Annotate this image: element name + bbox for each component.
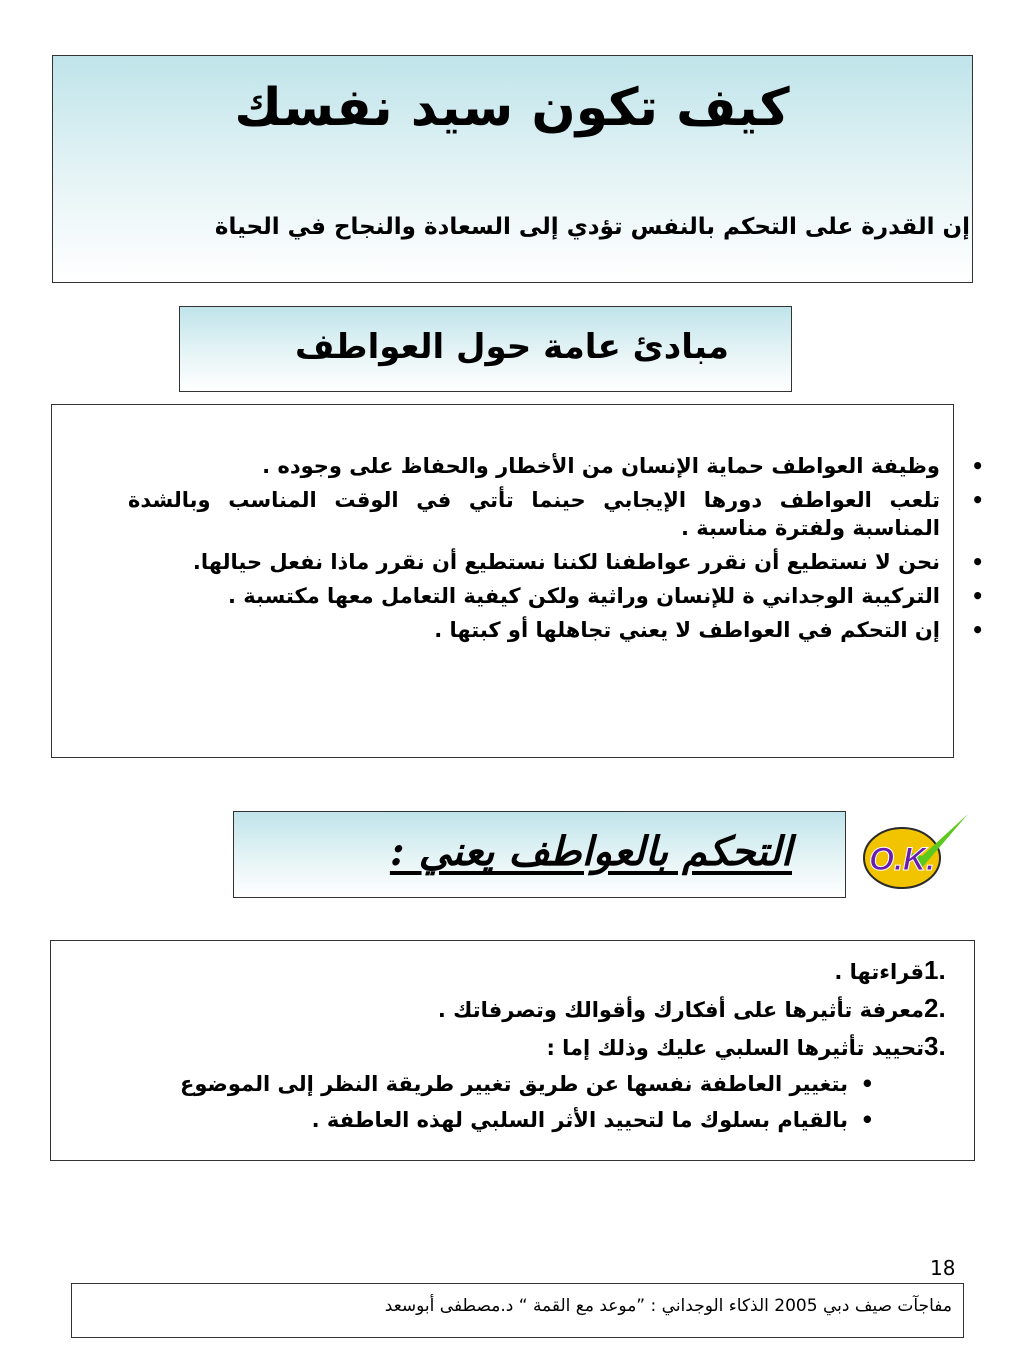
step-text: قراءتها . <box>834 960 924 984</box>
principle-item: • نحن لا نستطيع أن نقرر عواطفنا لكننا نستطيع أن نقرر ماذا نفعل حيالها. <box>128 548 940 576</box>
step-item <box>120 990 962 1028</box>
page-number: 18 <box>930 1256 956 1280</box>
sub-step-item: • بالقيام بسلوك ما لتحييد الأثر السلبي لهذه العاطفة . <box>120 1102 962 1138</box>
page-subtitle: إن القدرة على التحكم بالنفس تؤدي إلى السعادة والنجاح في الحياة <box>214 214 970 240</box>
step-number: 1. <box>924 955 946 985</box>
page-title: كيف تكون سيد نفسك <box>234 78 790 138</box>
principle-item: • وظيفة العواطف حماية الإنسان من الأخطار والحفاظ على وجوده . <box>128 452 940 480</box>
sub-step-item: • بتغيير العاطفة نفسها عن طريق تغيير طريقة النظر إلى الموضوع <box>120 1066 962 1102</box>
step-number: 3. <box>924 1031 946 1061</box>
step-text: تحييد تأثيرها السلبي عليك وذلك إما : <box>546 1036 924 1060</box>
principles-heading: مبادئ عامة حول العواطف <box>295 327 729 367</box>
steps-list <box>120 952 962 1138</box>
control-heading: التحكم بالعواطف يعني : <box>389 828 792 875</box>
step-item <box>120 1028 962 1066</box>
footer-text: مفاجآت صيف دبي 2005 الذكاء الوجداني : ”موعد مع القمة “ د.مصطفى أبوسعد <box>384 1296 952 1316</box>
principle-item: • إن التحكم في العواطف لا يعني تجاهلها أو كبتها . <box>128 616 940 644</box>
step-number: 2. <box>924 993 946 1023</box>
ok-logo-icon <box>860 812 972 896</box>
principles-list <box>128 452 940 650</box>
ok-logo-text: O.K. <box>869 841 935 877</box>
principle-item: • تلعب العواطف دورها الإيجابي حينما تأتي في الوقت المناسب وبالشدة المناسبة ولفترة مناسبة . <box>128 486 940 542</box>
principle-item: • التركيبة الوجداني ة للإنسان وراثية ولكن كيفية التعامل معها مكتسبة . <box>128 582 940 610</box>
step-item <box>120 952 962 990</box>
step-text: معرفة تأثيرها على أفكارك وأقوالك وتصرفاتك . <box>437 998 924 1022</box>
